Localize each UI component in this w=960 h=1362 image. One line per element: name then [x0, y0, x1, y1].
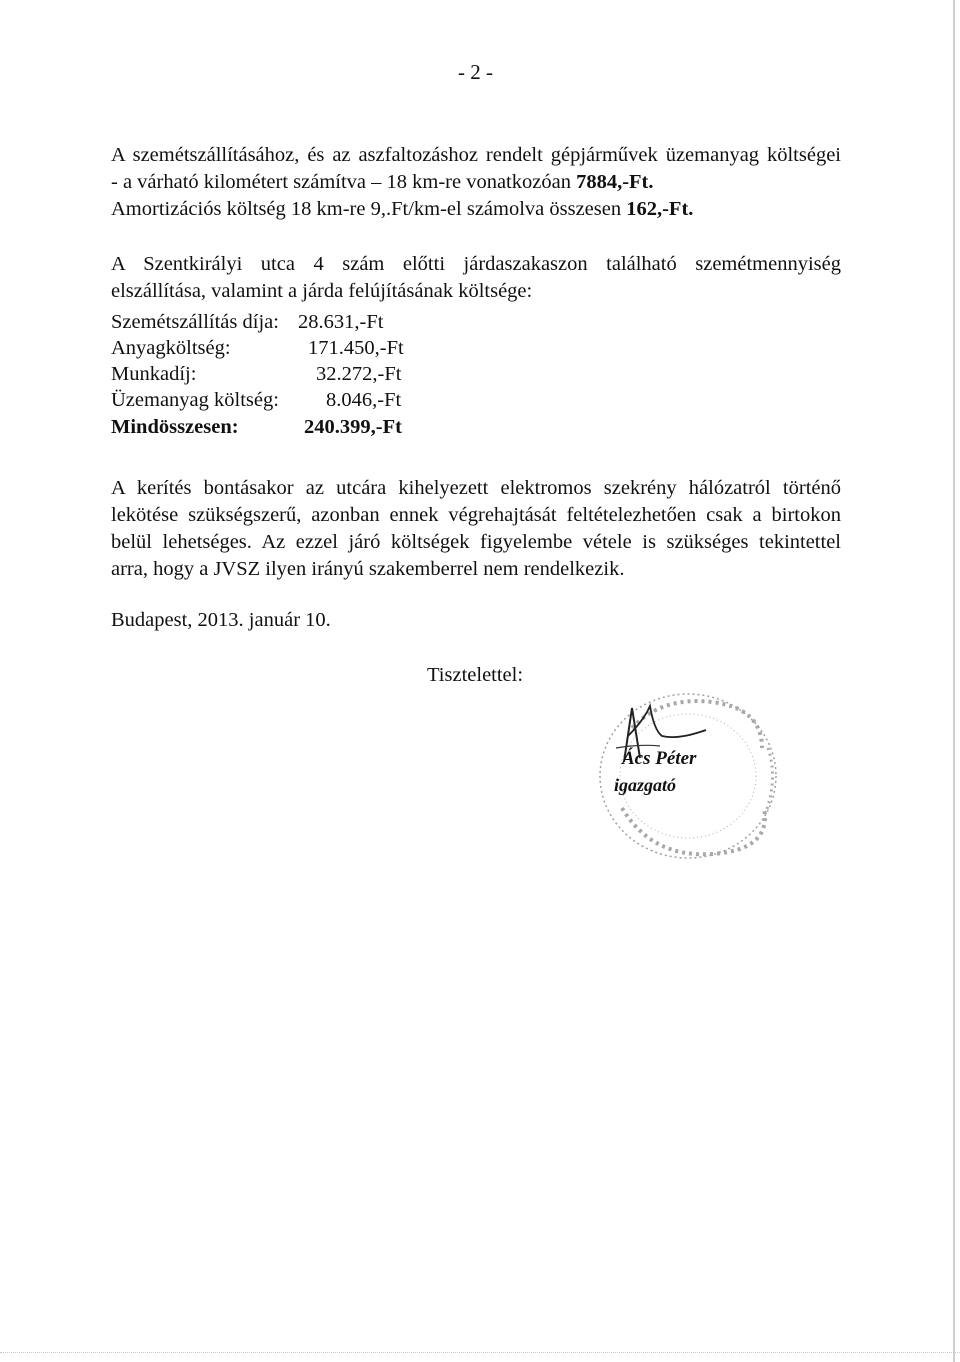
paragraph-3-line-3: belül lehetséges. Az ezzel járó költségek figyelembe vétele is szükséges tekintettel: [111, 531, 841, 553]
paragraph-1-line-3-text: Amortizációs költség 18 km-re 9,.Ft/km-el számolva összesen: [111, 198, 627, 220]
cost-label: Üzemanyag költség:: [111, 389, 279, 411]
paragraph-1-line-3: [111, 196, 841, 222]
cost-value: 32.272,-Ft: [316, 363, 402, 385]
scan-edge-right: [953, 0, 955, 1362]
paragraph-3-line-1: A kerítés bontásakor az utcára kihelyezett elektromos szekrény hálózatról történő: [111, 477, 841, 499]
scan-edge-bottom: [0, 1352, 960, 1354]
cost-value: 8.046,-Ft: [326, 389, 402, 411]
cost-label: Anyagköltség:: [111, 337, 231, 359]
page-number: - 2 -: [458, 60, 493, 84]
document-date: Budapest, 2013. január 10.: [111, 609, 331, 631]
cost-total-value: 240.399,-Ft: [304, 416, 402, 438]
paragraph-1-line-2-text: - a várható kilométert számítva – 18 km-re vonatkozóan: [111, 171, 577, 193]
signatory-name: Ács Péter: [622, 748, 697, 769]
amortization-amount: 162,-Ft.: [626, 198, 694, 220]
cost-label: Munkadíj:: [111, 363, 197, 385]
signatory-title: igazgató: [614, 775, 677, 795]
paragraph-1-line-2: [111, 169, 841, 195]
paragraph-2-line-2: elszállítása, valamint a járda felújításának költsége:: [111, 280, 533, 302]
cost-label: Szemétszállítás díja:: [111, 311, 279, 333]
paragraph-3-line-2: lekötése szükségszerű, azonban ennek végrehajtását feltételezhetően csak a birtokon: [111, 504, 841, 526]
fuel-cost-amount: 7884,-Ft.: [576, 171, 654, 193]
cost-value: 28.631,-Ft: [298, 311, 384, 333]
closing-salutation: Tisztelettel:: [427, 664, 524, 686]
cost-total-label: Mindösszesen:: [111, 416, 239, 438]
paragraph-1-line-1: A szemétszállításához, és az aszfaltozáshoz rendelt gépjárművek üzemanyag költségei: [111, 144, 841, 166]
paragraph-3-line-4: arra, hogy a JVSZ ilyen irányú szakemberrel nem rendelkezik.: [111, 558, 625, 580]
paragraph-2-line-1: A Szentkirályi utca 4 szám előtti járdaszakaszon található szemétmennyiség: [111, 253, 841, 275]
cost-value: 171.450,-Ft: [308, 337, 404, 359]
